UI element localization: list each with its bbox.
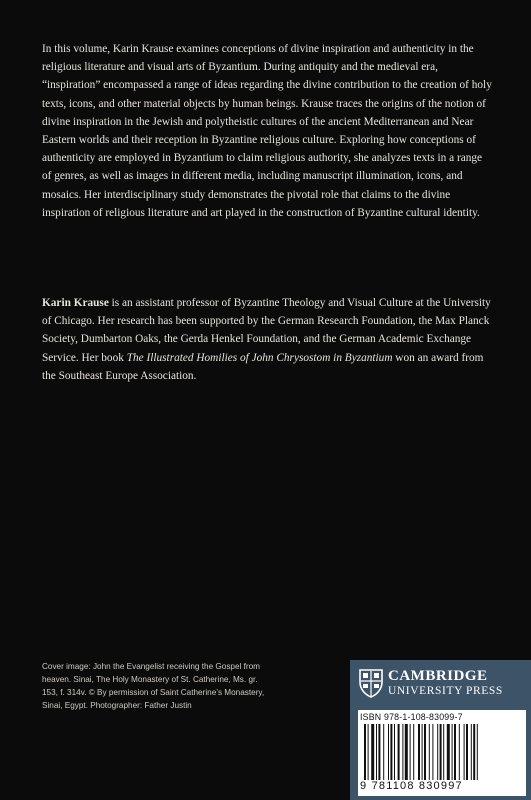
author-name: Karin Krause — [42, 297, 109, 309]
barcode-bars — [362, 724, 522, 780]
author-bio — [42, 294, 494, 385]
book-description: In this volume, Karin Krause examines conceptions of divine inspiration and authenticity in the religious literature and visual arts of Byzantium. During antiquity and the medieval era, “inspiration” encompassed a range of ideas regarding the divine contribution to the creation of holy texts, icons, and other material objects by human beings. Krause traces the origins of the notion of divine inspiration in the Jewish and polytheistic cultures of the ancient Mediterranean and Near Eastern worlds and their reception in Byzantine religious culture. Exploring how conceptions of authenticity are employed in Byzantium to claim religious authority, she analyzes texts in a range of genres, as well as images in different media, including manuscript illumination, icons, and mosaics. Her interdisciplinary study demonstrates the pivotal role that claims to the divine inspiration of religious literature and art played in the construction of Byzantine cultural identity. — [42, 43, 492, 219]
publisher-logo — [358, 668, 528, 702]
author-bio-text-2: won an award from the Southeast Europe Association. — [42, 351, 484, 382]
cambridge-shield-icon — [358, 668, 384, 698]
publisher-subtitle: UNIVERSITY PRESS — [388, 685, 503, 697]
author-bio-text-1: is an assistant professor of Byzantine Theology and Visual Culture at the University of Chicago. Her research has been supported by the German Research Foundation, the Max Planck Society, Dumbarton Oaks, the Gerda Henkel Foundation, and the German Academic Exchange Service. Her book — [42, 297, 491, 364]
publisher-name: CAMBRIDGE — [388, 668, 488, 684]
author-book-title: The Illustrated Homilies of John Chrysostom in Byzantium — [126, 351, 393, 364]
barcode — [358, 710, 526, 796]
publisher-panel — [350, 660, 531, 800]
isbn-label: ISBN 978-1-108-83099-7 — [360, 712, 463, 722]
barcode-digits: 9 781108 830997 — [360, 780, 463, 792]
cover-image-credit: Cover image: John the Evangelist receiving the Gospel from heaven. Sinai, The Holy Monastery of St. Catherine, Ms. gr. 153, f. 314v. © By permission of Saint Catherine’s Monastery, Sinai, Egypt. Photographer: Father Justin — [42, 662, 265, 710]
